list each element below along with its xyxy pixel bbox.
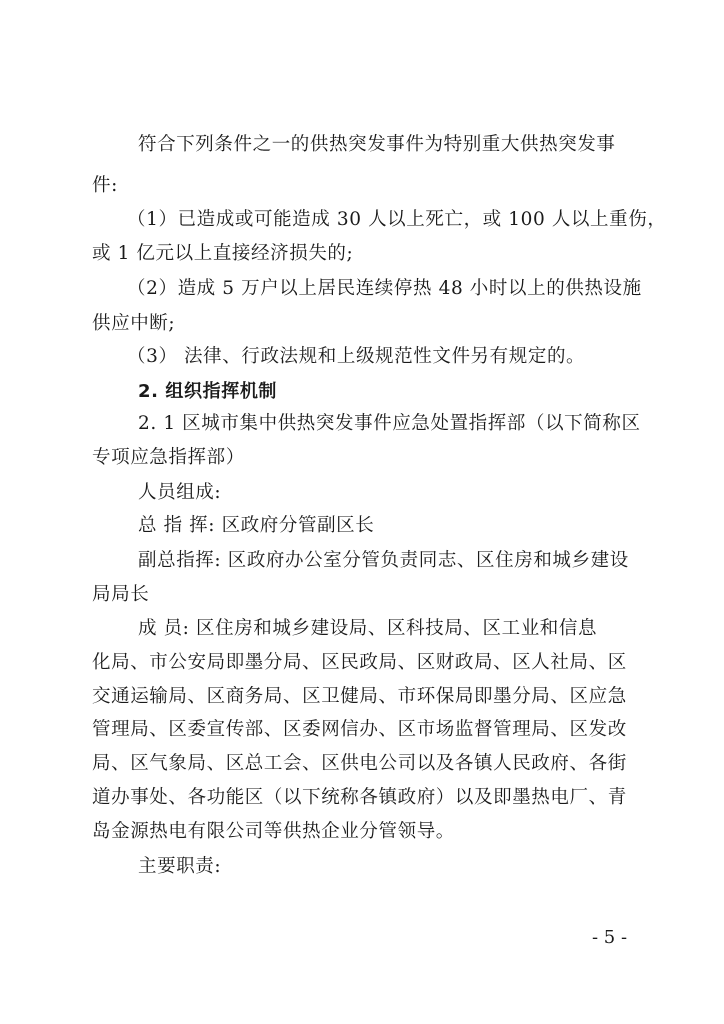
body-text-line: 道办事处、各功能区（以下统称各镇政府）以及即墨热电厂、青 bbox=[92, 787, 627, 808]
body-text-line: （3） 法律、行政法规和上级规范性文件另有规定的。 bbox=[127, 346, 586, 367]
body-text-line: 主要职责: bbox=[138, 856, 222, 877]
body-text-line: 局、区气象局、区总工会、区供电公司以及各镇人民政府、各街 bbox=[92, 753, 627, 774]
page-number: - 5 - bbox=[592, 927, 628, 948]
body-text-line: 供应中断; bbox=[92, 313, 176, 334]
body-text-line: 管理局、区委宣传部、区委网信办、区市场监督管理局、区发改 bbox=[92, 719, 627, 740]
body-text-line: 符合下列条件之一的供热突发事件为特别重大供热突发事 bbox=[138, 134, 616, 155]
body-text-line: 副总指挥: 区政府办公室分管负责同志、区住房和城乡建设 bbox=[138, 550, 629, 571]
body-text-line: 专项应急指挥部） bbox=[92, 447, 245, 468]
body-text-line: 或 1 亿元以上直接经济损失的; bbox=[92, 243, 354, 264]
body-text-line: 件: bbox=[92, 175, 118, 196]
body-text-line: 化局、市公安局即墨分局、区民政局、区财政局、区人社局、区 bbox=[92, 652, 627, 673]
section-heading: 2. 组织指挥机制 bbox=[138, 381, 278, 402]
body-text-line: 人员组成: bbox=[138, 482, 222, 503]
subsection-heading: 2. 1 区城市集中供热突发事件应急处置指挥部（以下简称区 bbox=[138, 413, 641, 434]
body-text-line: 岛金源热电有限公司等供热企业分管领导。 bbox=[92, 821, 455, 842]
body-text-line: （2）造成 5 万户以上居民连续停热 48 小时以上的供热设施 bbox=[127, 278, 642, 299]
body-text-line: 局局长 bbox=[92, 584, 150, 605]
body-text-line: 成 员: 区住房和城乡建设局、区科技局、区工业和信息 bbox=[138, 618, 598, 639]
body-text-line: 交通运输局、区商务局、区卫健局、市环保局即墨分局、区应急 bbox=[92, 686, 627, 707]
body-text-line: （1）已造成或可能造成 30 人以上死亡，或 100 人以上重伤， bbox=[127, 209, 667, 230]
body-text-line: 总 指 挥: 区政府分管副区长 bbox=[138, 515, 375, 536]
